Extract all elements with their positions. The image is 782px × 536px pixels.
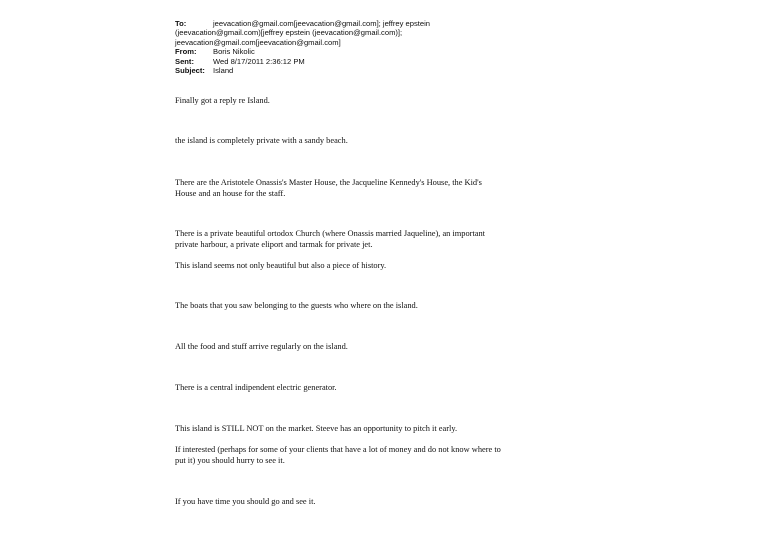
email-header: [175, 19, 505, 75]
paragraph-history: This island seems not only beautiful but also a piece of history.: [175, 261, 387, 270]
from-row: [175, 47, 505, 56]
paragraph-church: [175, 228, 555, 251]
subject-value: Island: [213, 66, 234, 76]
to-row: [175, 19, 505, 28]
paragraph-interested-line2: put it) you should hurry to see it.: [175, 456, 285, 466]
to-value-line1: jeevacation@gmail.com[jeevacation@gmail.com]; jeffrey epstein: [213, 19, 431, 28]
sent-label: Sent:: [175, 56, 194, 66]
from-value: Boris Nikolic: [213, 47, 255, 57]
paragraph-reply: Finally got a reply re Island.: [175, 96, 270, 105]
sent-row: [175, 57, 505, 66]
paragraph-go-see: If you have time you should go and see it.: [175, 497, 316, 506]
paragraph-boats: The boats that you saw belonging to the guests who where on the island.: [175, 301, 418, 310]
paragraph-interested-line1: If interested (perhaps for some of your clients that have a lot of money and do not know where to: [175, 445, 501, 454]
to-value-line3: jeevacation@gmail.com[jeevacation@gmail.com]: [175, 37, 341, 47]
paragraph-houses-line1: There are the Aristotele Onassis's Master House, the Jacqueline Kennedy's House, the Kid's: [175, 178, 482, 187]
paragraph-houses: [175, 177, 555, 200]
subject-row: [175, 66, 505, 75]
paragraph-interested: [175, 444, 555, 467]
paragraph-market: This island is STILL NOT on the market. Steeve has an opportunity to pitch it early.: [175, 424, 458, 433]
paragraph-generator: There is a central indipendent electric generator.: [175, 383, 337, 392]
paragraph-houses-line2: House and an house for the staff.: [175, 189, 286, 199]
to-value-line2: (jeevacation@gmail.com)[jeffrey epstein (jeevacation@gmail.com)];: [175, 28, 403, 38]
to-label: To:: [175, 19, 187, 28]
from-label: From:: [175, 47, 197, 57]
paragraph-private-beach: the island is completely private with a sandy beach.: [175, 136, 348, 145]
paragraph-church-line1: There is a private beautiful ortodox Church (where Onassis married Jaqueline), an important: [175, 229, 486, 238]
paragraph-church-line2: private harbour, a private eliport and tarmak for private jet.: [175, 240, 373, 250]
subject-label: Subject:: [175, 66, 205, 76]
sent-value: Wed 8/17/2011 2:36:12 PM: [213, 56, 305, 66]
paragraph-food: All the food and stuff arrive regularly on the island.: [175, 342, 348, 351]
